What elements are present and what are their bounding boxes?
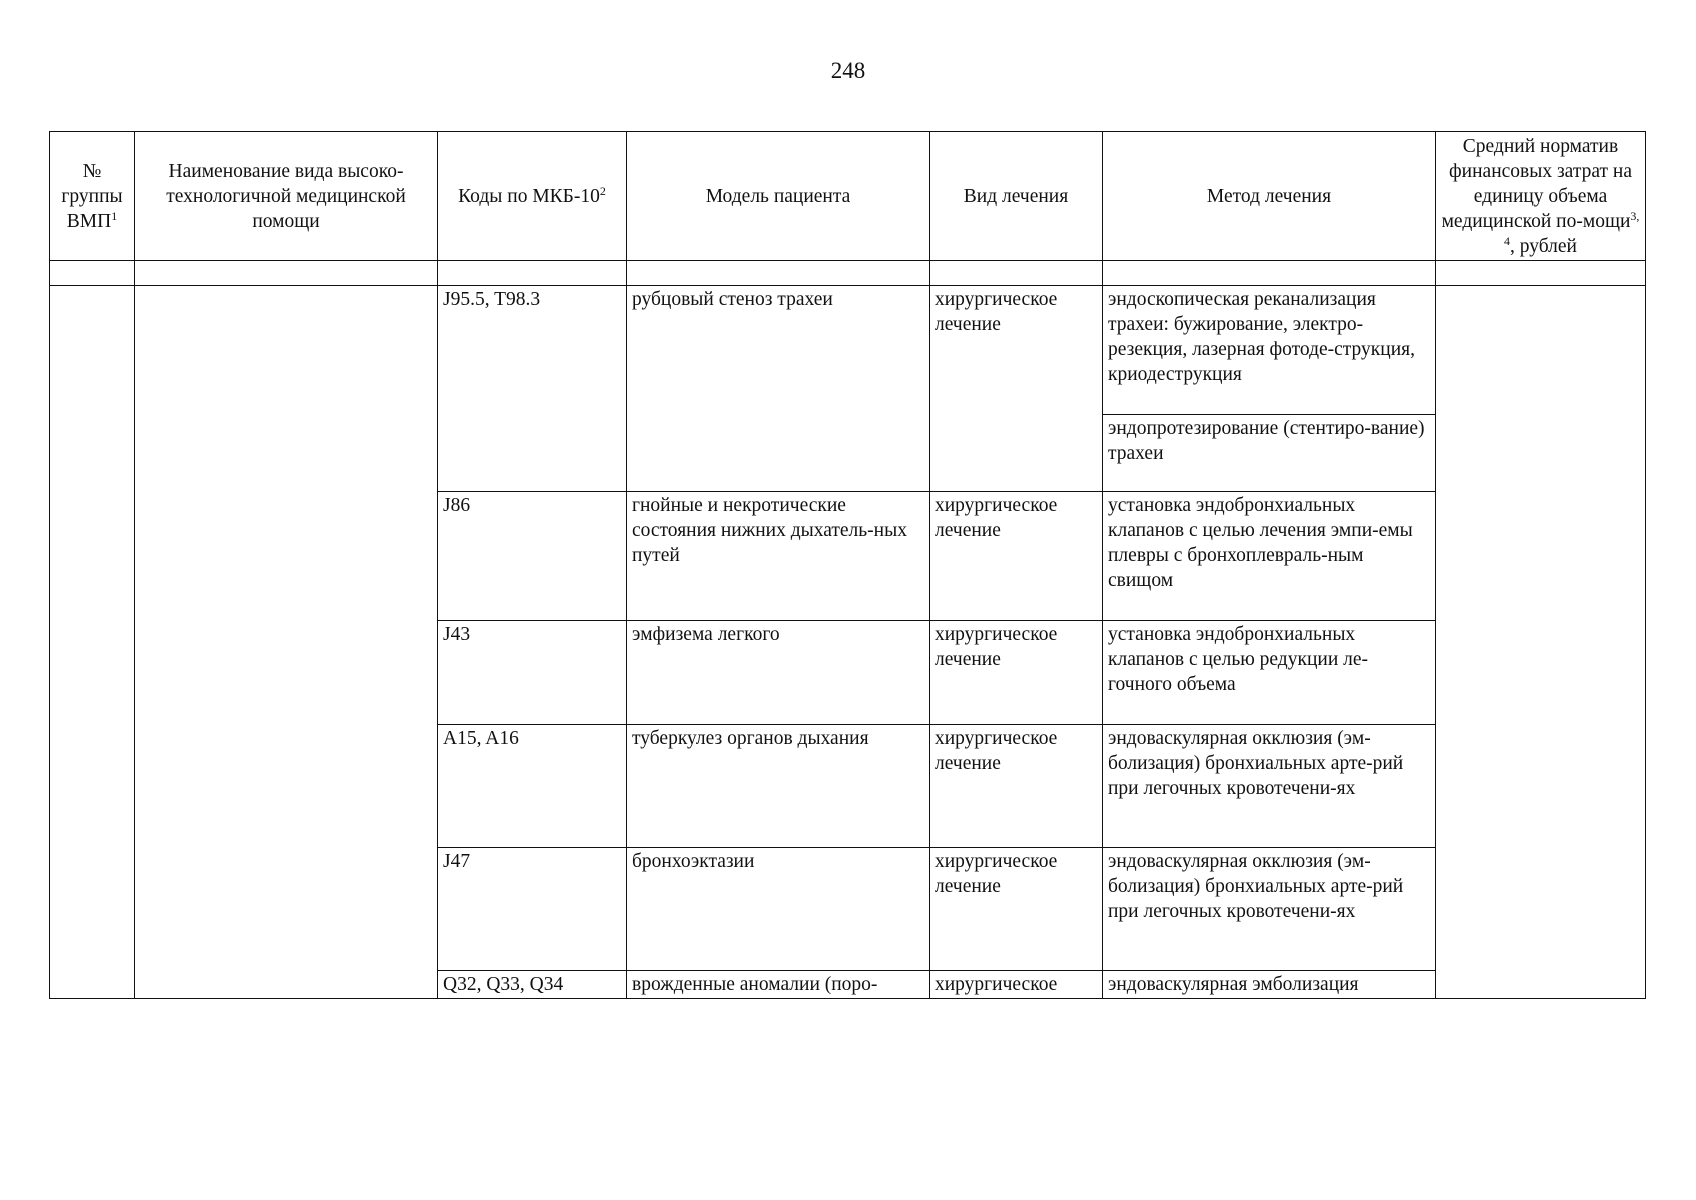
cost-cell [1436,286,1646,999]
treatment-method-cell: эндоскопическая реканализация трахеи: бужирование, электро-резекция, лазерная фотоде-струкция, криодеструкция [1103,286,1436,415]
treatment-method-cell: эндопротезирование (стентиро-вание) трахеи [1103,415,1436,492]
treatment-kind-cell: хирургическое лечение [930,286,1103,492]
icd-codes-cell: J43 [438,621,627,725]
patient-model-cell: эмфизема легкого [627,621,930,725]
header-row [50,132,1646,261]
treatment-table [49,131,1646,999]
group-number-cell [50,286,135,999]
column-number-cell [135,261,438,286]
header-treatment-kind: Вид лечения [930,132,1103,261]
patient-model-cell: бронхоэктазии [627,848,930,971]
column-number-cell [930,261,1103,286]
column-number-cell [438,261,627,286]
icd-codes-cell: J86 [438,492,627,621]
treatment-method-cell: эндоваскулярная эмболизация [1103,971,1436,999]
icd-codes-cell: A15, A16 [438,725,627,848]
header-icd-codes: Коды по МКБ-$10^2$ [438,132,627,261]
header-care-type: Наименование вида высоко-технологичной медицинской помощи [135,132,438,261]
treatment-method-cell: установка эндобронхиальных клапанов с целью редукции ле-гочного объема [1103,621,1436,725]
icd-codes-cell: J95.5, T98.3 [438,286,627,492]
treatment-kind-cell: хирургическое лечение [930,621,1103,725]
patient-model-cell: врожденные аномалии (поро- [627,971,930,999]
patient-model-cell: рубцовый стеноз трахеи [627,286,930,492]
column-number-cell [627,261,930,286]
patient-model-cell: гнойные и некротические состояния нижних дыхатель-ных путей [627,492,930,621]
treatment-method-cell: установка эндобронхиальных клапанов с целью лечения эмпи-емы плевры с бронхоплевраль-ным свищом [1103,492,1436,621]
table-row [50,286,1646,415]
treatment-method-cell: эндоваскулярная окклюзия (эм-болизация) бронхиальных арте-рий при легочных кровотечени-ях [1103,848,1436,971]
treatment-kind-cell: хирургическое лечение [930,492,1103,621]
treatment-kind-cell: хирургическое лечение [930,848,1103,971]
icd-codes-cell: J47 [438,848,627,971]
treatment-table-wrapper [49,131,1646,999]
column-number-cell [50,261,135,286]
treatment-method-cell: эндоваскулярная окклюзия (эм-болизация) бронхиальных арте-рий при легочных кровотечени-ях [1103,725,1436,848]
icd-codes-cell: Q32, Q33, Q34 [438,971,627,999]
patient-model-cell: туберкулез органов дыхания [627,725,930,848]
column-number-cell [1436,261,1646,286]
header-cost-standard: Средний норматив финансовых затрат на единицу объема медицинской по-мощи$^{3, 4}$, рублей [1436,132,1646,261]
header-treatment-method: Метод лечения [1103,132,1436,261]
column-number-cell [1103,261,1436,286]
treatment-kind-cell: хирургическое лечение [930,725,1103,848]
header-patient-model: Модель пациента [627,132,930,261]
page-number: 248 [830,58,866,83]
header-group-number: № группы ВМП$^1$ [50,132,135,261]
column-number-row [50,261,1646,286]
treatment-kind-cell: хирургическое [930,971,1103,999]
care-type-cell [135,286,438,999]
